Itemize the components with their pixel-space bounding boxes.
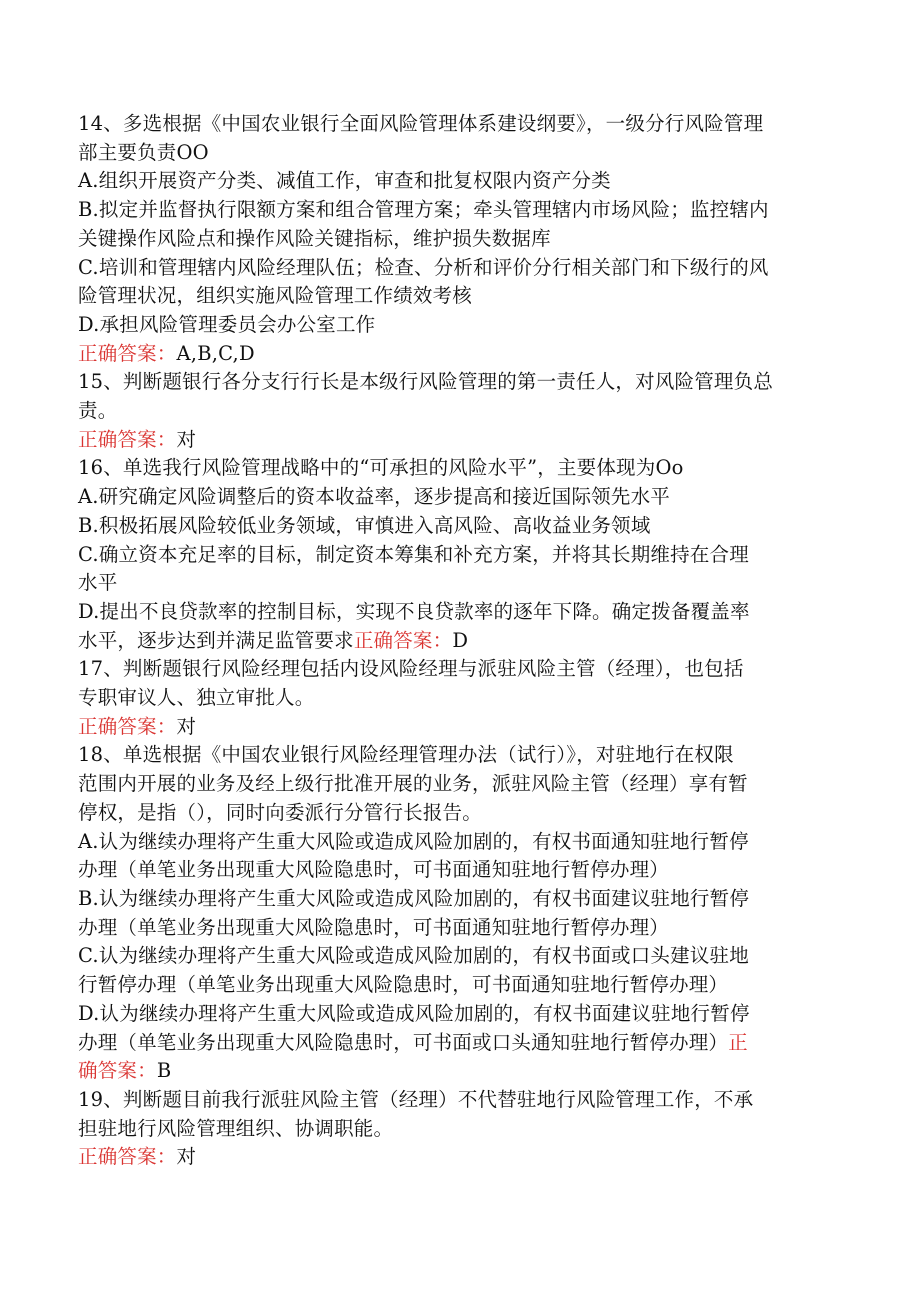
- line-text: 14、多选根据《中国农业银行全面风险管理体系建设纲要》，一级分行风险管理: [78, 112, 764, 135]
- line-text: 19、判断题目前我行派驻风险主管（经理）不代替驻地行风险管理工作，不承: [78, 1087, 754, 1111]
- line-text: D.认为继续办理将产生重大风险或造成风险加剧的，有权书面建议驻地行暂停: [78, 1001, 750, 1025]
- answer-value: A,B,C,D: [176, 341, 255, 365]
- text-line: [78, 110, 834, 139]
- answer-value: 对: [176, 427, 197, 451]
- line-text: 17、判断题银行风险经理包括内设风险经理与派驻风险主管（经理），也包括: [78, 657, 744, 681]
- text-line: [78, 139, 834, 168]
- answer-value: D: [452, 628, 469, 652]
- text-line: [78, 254, 834, 283]
- text-line: [78, 799, 834, 828]
- answer-label: 正确答案：: [78, 427, 177, 451]
- text-line: [78, 397, 834, 426]
- answer-line: [78, 713, 834, 742]
- line-text: 18、单选根据《中国农业银行风险经理管理办法（试行）》，对驻地行在权限: [78, 743, 734, 767]
- answer-value: 对: [176, 714, 197, 738]
- answer-label: 正: [728, 1030, 748, 1054]
- answer-line: [78, 1057, 834, 1086]
- answer-line: [78, 426, 834, 455]
- text-line: [78, 541, 834, 570]
- line-text: 担驻地行风险管理组织、协调职能。: [78, 1116, 394, 1140]
- text-line: [78, 569, 834, 598]
- text-line: [78, 885, 834, 914]
- answer-label: 确答案：: [78, 1059, 157, 1083]
- document-page: [78, 110, 834, 1172]
- text-line: [78, 454, 834, 483]
- text-line: [78, 971, 834, 1000]
- text-line: [78, 167, 834, 196]
- answer-line: [78, 1143, 834, 1172]
- text-line: [78, 856, 834, 885]
- line-text: 专职审议人、独立审批人。: [78, 686, 315, 710]
- line-text: 范围内开展的业务及经上级行批准开展的业务，派驻风险主管（经理）享有暂: [78, 772, 748, 796]
- line-text: A.认为继续办理将产生重大风险或造成风险加剧的，有权书面通知驻地行暂停: [78, 829, 749, 853]
- answer-line: [78, 340, 834, 369]
- text-line: [78, 914, 834, 943]
- line-text: C.培训和管理辖内风险经理队伍；检查、分析和评价分行相关部门和下级行的风: [78, 255, 769, 279]
- line-text: 部主要负责OO: [78, 140, 209, 164]
- text-line: [78, 741, 834, 770]
- text-line: [78, 1115, 834, 1144]
- text-line: [78, 684, 834, 713]
- line-text: 水平，逐步达到并满足监管要求: [78, 628, 354, 652]
- line-text: 15、判断题银行各分支行行长是本级行风险管理的第一责任人，对风险管理负总: [78, 370, 774, 394]
- text-line: [78, 1086, 834, 1115]
- text-line: [78, 770, 834, 799]
- line-text: 16、单选我行风险管理战略中的“可承担的风险水平”，主要体现为Oo: [78, 456, 684, 480]
- line-text: 停权，是指（），同时向委派行分管行长报告。: [78, 800, 482, 824]
- line-text: 关键操作风险点和操作风险关键指标，维护损失数据库: [78, 226, 551, 250]
- text-line: [78, 655, 834, 684]
- line-text: B.认为继续办理将产生重大风险或造成风险加剧的，有权书面建议驻地行暂停: [78, 886, 750, 910]
- text-line: [78, 512, 834, 541]
- answer-value: B: [156, 1059, 172, 1083]
- text-line: [78, 828, 834, 857]
- line-text: D.承担风险管理委员会办公室工作: [78, 312, 376, 336]
- line-text: C.认为继续办理将产生重大风险或造成风险加剧的，有权书面或口头建议驻地: [78, 944, 749, 968]
- line-text: B.积极拓展风险较低业务领域，审慎进入高风险、高收益业务领域: [78, 513, 651, 537]
- line-text: 行暂停办理（单笔业务出现重大风险隐患时，可书面通知驻地行暂停办理）: [78, 973, 729, 997]
- text-line: [78, 483, 834, 512]
- text-line: [78, 225, 834, 254]
- text-line-with-answer: [78, 1029, 834, 1058]
- answer-label: 正确答案：: [78, 341, 177, 365]
- text-line: [78, 311, 834, 340]
- line-text: A.研究确定风险调整后的资本收益率，逐步提高和接近国际领先水平: [78, 485, 670, 509]
- answer-label: 正确答案：: [78, 1145, 177, 1169]
- answer-value: 对: [176, 1145, 197, 1169]
- line-text: 责。: [78, 399, 118, 423]
- line-text: 水平: [78, 571, 118, 595]
- line-text: B.拟定并监督执行限额方案和组合管理方案；牵头管理辖内市场风险；监控辖内: [78, 198, 769, 222]
- answer-label: 正确答案：: [78, 714, 177, 738]
- text-line: [78, 598, 834, 627]
- line-text: D.提出不良贷款率的控制目标，实现不良贷款率的逐年下降。确定拨备覆盖率: [78, 599, 750, 623]
- line-text: 办理（单笔业务出现重大风险隐患时，可书面或口头通知驻地行暂停办理）: [78, 1030, 729, 1054]
- line-text: 险管理状况，组织实施风险管理工作绩效考核: [78, 284, 473, 308]
- text-line: [78, 282, 834, 311]
- line-text: A.组织开展资产分类、减值工作，审查和批复权限内资产分类: [78, 169, 611, 193]
- text-line: [78, 196, 834, 225]
- text-line: [78, 368, 834, 397]
- text-line-with-answer: [78, 627, 834, 656]
- line-text: 办理（单笔业务出现重大风险隐患时，可书面通知驻地行暂停办理）: [78, 858, 670, 882]
- line-text: 办理（单笔业务出现重大风险隐患时，可书面通知驻地行暂停办理）: [78, 915, 670, 939]
- line-text: C.确立资本充足率的目标，制定资本筹集和补充方案，并将其长期维持在合理: [78, 542, 749, 566]
- text-line: [78, 1000, 834, 1029]
- answer-label: 正确答案：: [353, 628, 453, 652]
- text-line: [78, 942, 834, 971]
